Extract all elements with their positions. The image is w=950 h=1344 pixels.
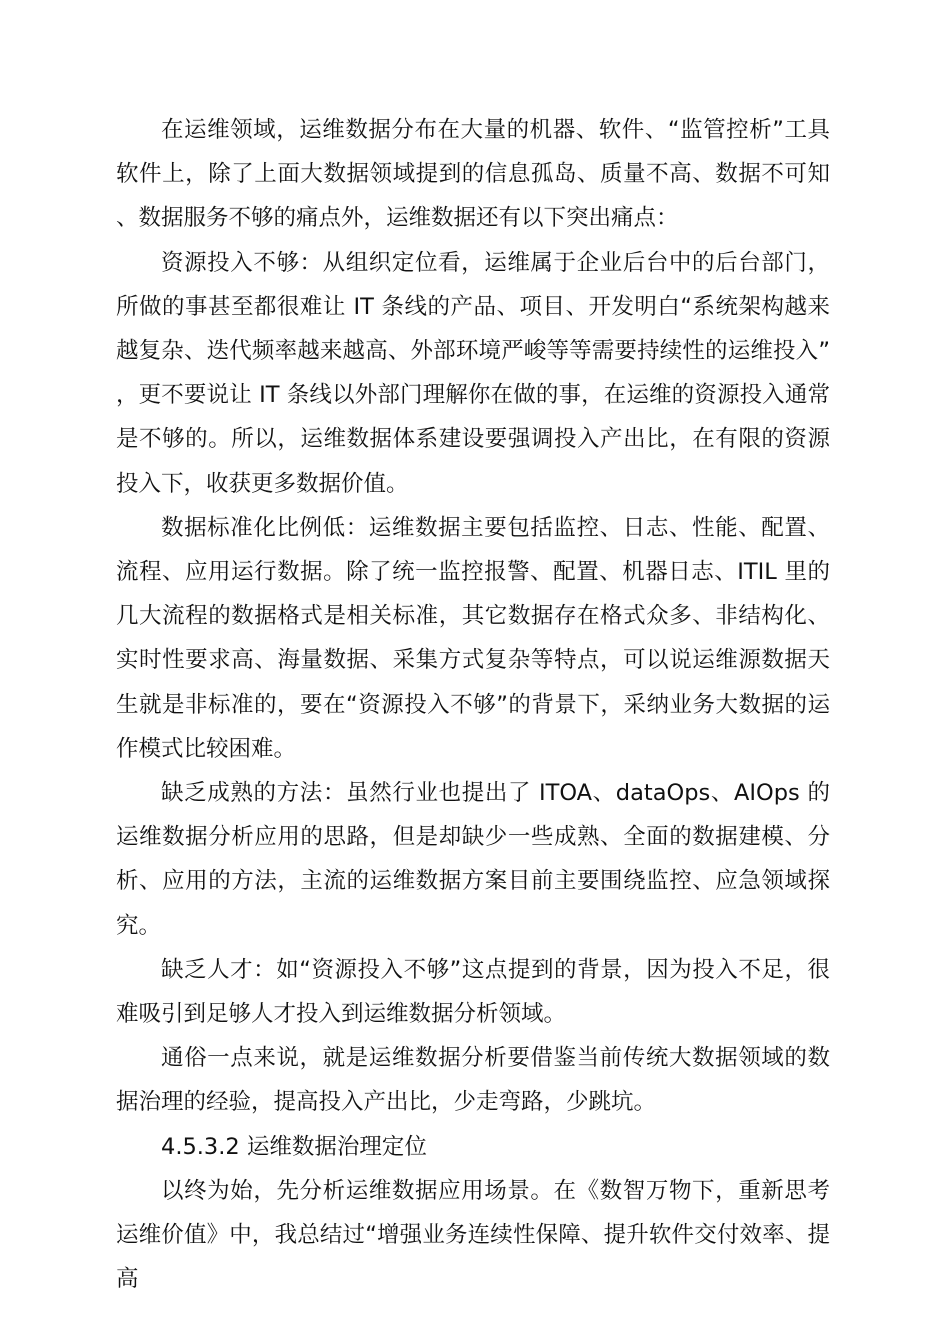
paragraph-summary: 通俗一点来说，就是运维数据分析要借鉴当前传统大数据领域的数据治理的经验，提高投入产出比，少走弯路，少跳坑。	[116, 1045, 830, 1116]
paragraph-lack-of-talent: 缺乏人才：如“资源投入不够”这点提到的背景，因为投入不足，很难吸引到足够人才投入到运维数据分析领域。	[116, 956, 830, 1028]
paragraph-insufficient-resources: 资源投入不够：从组织定位看，运维属于企业后台中的后台部门，所做的事甚至都很难让 IT 条线的产品、项目、开发明白“系统架构越来越复杂、迭代频率越来越高、外部环境严峻等等需要持续性的运维投入”，更不要说让 IT 条线以外部门理解你在做的事，在运维的资源投入通常是不够的。所以，运维数据体系建设要强调投入产出比，在有限的资源投入下，收获更多数据价值。	[116, 249, 830, 497]
document-body	[116, 108, 830, 1301]
paragraph-low-standardization: 数据标准化比例低：运维数据主要包括监控、日志、性能、配置、流程、应用运行数据。除了统一监控报警、配置、机器日志、ITIL 里的几大流程的数据格式是相关标准，其它数据存在格式众多、非结构化、实时性要求高、海量数据、采集方式复杂等特点，可以说运维源数据天生就是非标准的，要在“资源投入不够”的背景下，采纳业务大数据的运作模式比较困难。	[116, 514, 830, 762]
paragraph-final: 以终为始，先分析运维数据应用场景。在《数智万物下，重新思考运维价值》中，我总结过“增强业务连续性保障、提升软件交付效率、提高	[116, 1177, 830, 1293]
section-heading: 4.5.3.2 运维数据治理定位	[161, 1133, 427, 1160]
paragraph-intro: 在运维领域，运维数据分布在大量的机器、软件、“监管控析”工具软件上，除了上面大数据领域提到的信息孤岛、质量不高、数据不可知、数据服务不够的痛点外，运维数据还有以下突出痛点：	[116, 117, 830, 232]
paragraph-lack-of-methods: 缺乏成熟的方法：虽然行业也提出了 ITOA、dataOps、AIOps 的运维数据分析应用的思路，但是却缺少一些成熟、全面的数据建模、分析、应用的方法，主流的运维数据方案目前主要围绕监控、应急领域探究。	[116, 780, 830, 939]
